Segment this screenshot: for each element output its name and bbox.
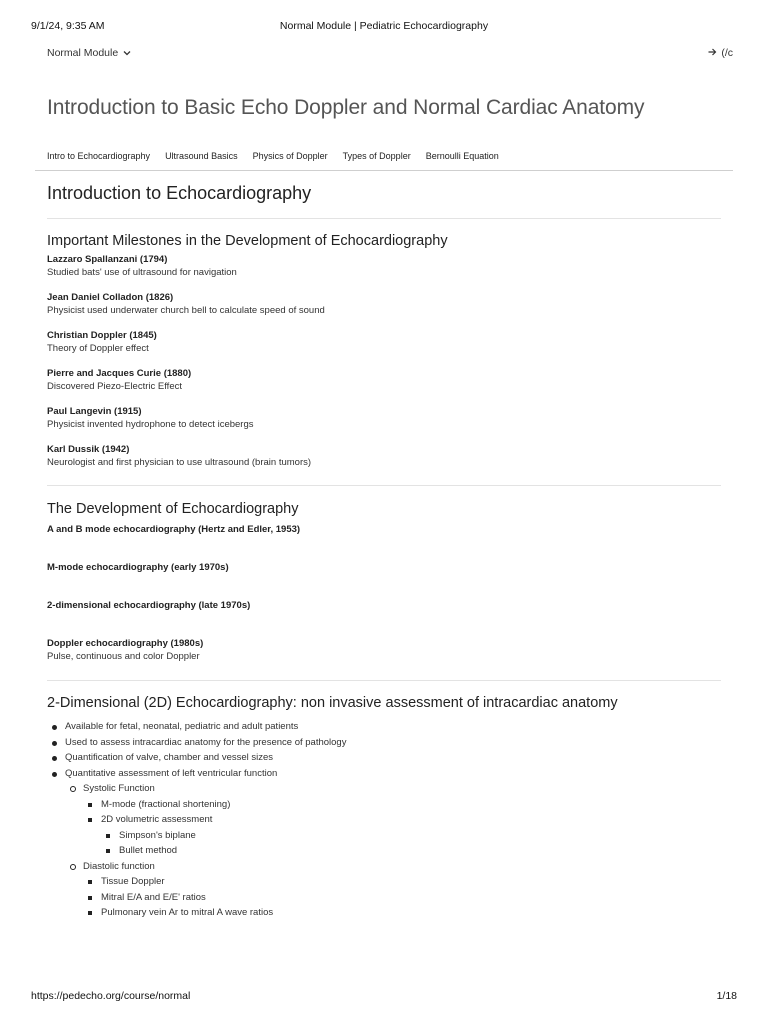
milestone-desc: Physicist invented hydrophone to detect icebergs [47,419,254,430]
milestone-title: Jean Daniel Colladon (1826) [47,292,174,303]
tab-physics-of-doppler[interactable]: Physics of Doppler [252,151,328,161]
section-tabs [47,151,499,161]
print-page-number: 1/18 [716,990,737,1002]
list-item: Tissue Doppler [83,874,721,890]
arrow-right-icon [708,47,717,59]
development-item [47,637,721,663]
list-item [47,766,721,921]
module-dropdown[interactable] [47,47,131,59]
list-item [83,812,721,859]
list-item: Pulmonary vein Ar to mitral A wave ratios [83,905,721,921]
print-title: Normal Module | Pediatric Echocardiography [279,20,489,32]
twod-heading: 2-Dimensional (2D) Echocardiography: non invasive assessment of intracardiac anatomy [47,695,618,711]
milestone-title: Christian Doppler (1845) [47,330,157,341]
divider [47,680,721,681]
list-item: Quantification of valve, chamber and vessel sizes [47,750,721,766]
divider [47,218,721,219]
list-item: Available for fetal, neonatal, pediatric and adult patients [47,719,721,735]
milestone-item [47,291,721,317]
next-link-label: (/c [721,47,733,59]
milestone-desc: Discovered Piezo-Electric Effect [47,381,182,392]
list-item-label: Systolic Function [83,783,155,794]
development-item [47,599,721,612]
milestone-item [47,405,721,431]
divider [47,485,721,486]
list-item: M-mode (fractional shortening) [83,797,721,813]
page-title: Introduction to Basic Echo Doppler and Normal Cardiac Anatomy [47,96,645,119]
milestones-heading: Important Milestones in the Development of Echocardiography [47,233,448,249]
list-item-label: Quantitative assessment of left ventricular function [65,767,278,779]
milestone-title: Lazzaro Spallanzani (1794) [47,254,168,265]
development-title: A and B mode echocardiography (Hertz and Edler, 1953) [47,524,301,535]
milestone-title: Karl Dussik (1942) [47,444,130,455]
milestone-item [47,443,721,469]
milestone-item [47,253,721,279]
list-item-label: 2D volumetric assessment [101,814,213,825]
list-item: Bullet method [101,843,721,859]
tabs-divider [35,170,733,171]
milestone-title: Pierre and Jacques Curie (1880) [47,368,192,379]
main-content [47,183,721,921]
list-item: Simpson's biplane [101,828,721,844]
next-link[interactable] [708,47,733,59]
tab-intro-to-echocardiography[interactable]: Intro to Echocardiography [47,151,151,161]
development-heading: The Development of Echocardiography [47,501,299,517]
development-title: 2-dimensional echocardiography (late 1970s) [47,600,251,611]
tab-types-of-doppler[interactable]: Types of Doppler [342,151,411,161]
list-item: Used to assess intracardiac anatomy for the presence of pathology [47,735,721,751]
development-desc: Pulse, continuous and color Doppler [47,651,200,662]
development-item [47,561,721,574]
tab-ultrasound-basics[interactable]: Ultrasound Basics [165,151,238,161]
list-item [65,781,721,859]
twod-bullet-list [47,719,721,921]
milestone-desc: Theory of Doppler effect [47,343,149,354]
milestone-desc: Neurologist and first physician to use ultrasound (brain tumors) [47,457,312,468]
list-item-label: Diastolic function [83,860,155,872]
module-dropdown-label: Normal Module [47,47,119,59]
top-navigation [47,47,733,63]
print-header [31,20,737,34]
print-datetime: 9/1/24, 9:35 AM [31,20,105,32]
development-title: M-mode echocardiography (early 1970s) [47,562,229,573]
milestone-item [47,367,721,393]
development-item [47,523,721,536]
milestone-desc: Studied bats' use of ultrasound for navigation [47,267,237,278]
print-footer [31,990,737,1004]
milestone-title: Paul Langevin (1915) [47,406,142,417]
print-url: https://pedecho.org/course/normal [31,990,191,1002]
chevron-down-icon [123,48,131,58]
list-item [65,859,721,921]
tab-bernoulli-equation[interactable]: Bernoulli Equation [425,151,499,161]
section-title: Introduction to Echocardiography [47,183,312,203]
list-item: Mitral E/A and E/E' ratios [83,890,721,906]
milestone-desc: Physicist used underwater church bell to calculate speed of sound [47,305,325,316]
milestone-item [47,329,721,355]
development-title: Doppler echocardiography (1980s) [47,638,204,649]
